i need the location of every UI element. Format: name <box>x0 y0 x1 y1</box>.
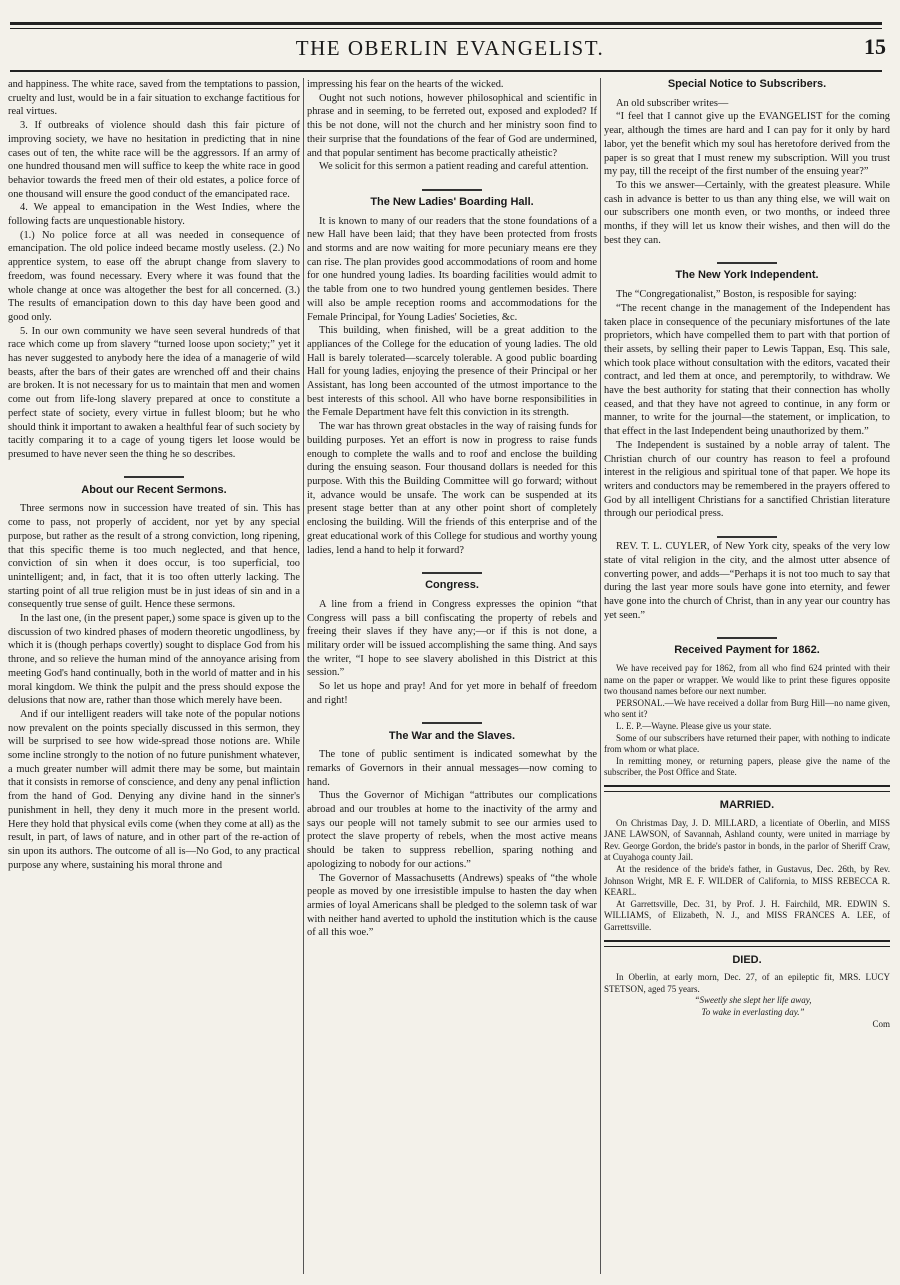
sermons-heading: About our Recent Sermons. <box>81 483 227 496</box>
column-divider <box>303 78 304 1274</box>
independent-heading: The New York Independent. <box>675 269 819 282</box>
payment-heading: Received Payment for 1862. <box>674 644 820 657</box>
paragraph: PERSONAL.—We have received a dollar from Burg Hill—no name given, who sent it? <box>604 697 890 720</box>
married-heading: MARRIED. <box>719 798 775 811</box>
paragraph: We have received pay for 1862, from all who find 624 printed with their name on the paper or wrapper. We would like to print these figures opposite two thousand names before our next number. <box>604 663 890 697</box>
paragraph: 4. We appeal to emancipation in the West Indies, where the following facts are unquestionable history. <box>8 202 300 228</box>
paragraph: In the last one, (in the present paper,) some space is given up to the discussion of two kindred phases of modern theoretic ungodliness, by which it is (though perhaps covertly) sought to displace God from his throne, and so relieve the human mind of the annoyance arising from meeting God's hand continually, both in the world of matter and in his moral kingdom. We think the pulpit and the press should expose the delusions that now are, rather than those which merely have been. <box>8 613 300 707</box>
paragraph: The Independent is sustained by a noble array of talent. The Christian church of our country has reason to feel a profound interest in the religious and spiritual tone of that paper. We hope its writers and conductors may be remembered in the prayers offered to God by all intelligent Christians for a sanctified Christian literature through our periodical press. <box>604 439 890 520</box>
top-rule <box>10 22 882 25</box>
section-ornament <box>307 183 597 189</box>
boarding-hall-heading: The New Ladies' Boarding Hall. <box>370 195 534 208</box>
died-notice <box>604 972 890 1030</box>
paragraph: Ought not such notions, however philosophical and scientific in phrase and in seeming, to be ferreted out, exposed and exploded? If this be not done, will not the church and her ministry soon find to their surprise that the foundations of the fear of God are undermined, and that popular sentiment has become practically atheistic? <box>307 92 597 159</box>
paragraph: impressing his fear on the hearts of the wicked. <box>307 79 504 90</box>
paragraph: Thus the Governor of Michigan “attributes our complications abroad and our troubles at home to the inactivity of the army and says our people will not tamely submit to see our armies used to protect the slave property of rebels, when the most active means should be taken to suppress rebellion, sparing nothing and apologizing to nobody for our actions.” <box>307 790 597 870</box>
paragraph: At the residence of the bride's father, in Gustavus, Dec. 26th, by Rev. Johnson Wright, MR E. F. WILDER of California, to MISS REBECCA R. KEARL. <box>604 864 890 898</box>
section-ornament <box>8 471 300 477</box>
married-notices <box>604 818 890 934</box>
paragraph: At Garrettsville, Dec. 31, by Prof. J. H. Fairchild, MR. EDWIN S. WILLIAMS, of Elizabeth, N. J., and MISS FRANCES A. LEE, of Garrettsville. <box>604 898 890 932</box>
paragraph: 3. If outbreaks of violence should dash this fair picture of improving society, we have no hesitation in predicting that in nine cases out of ten, the white race will be the aggressors. If an army of one hundred thousand men will suffice to keep the white race in good behavior towards the freed men of their old estates, a police force of one thousand will ensure the good conduct of the emancipated race. <box>8 120 300 200</box>
war-slaves-heading: The War and the Slaves. <box>388 729 516 742</box>
newspaper-title: THE OBERLIN EVANGELIST. <box>295 36 605 60</box>
section-ornament <box>604 530 890 536</box>
payment-notices <box>604 663 890 779</box>
paragraph: (1.) No police force at all was needed in consequence of emancipation. The old police indeed became mostly useless. (2.) No apprentice system, to ease off the abrupt change from slavery to freedom, was found necessary. Every where it was found that the whole change at once was altogether the best for all concerned. (3.) The results of emancipation down to this day have been good and good only. <box>8 229 300 323</box>
paragraph: In Oberlin, at early morn, Dec. 27, of an epileptic fit, MRS. LUCY STETSON, aged 75 years. <box>604 972 890 994</box>
paragraph: “I feel that I cannot give up the EVANGELIST for the coming year, although the times are hard and I can pay for it only by hard labor, yet the benefit which my soul has heretofore derived from the paper is so great that I must renew my subscription. Will you trust my pay, till the receipt of the first number of the ensuing year?” <box>604 111 890 178</box>
paragraph: REV. T. L. CUYLER, of New York city, speaks of the very low state of vital religion in the city, and the almost utter absence of converting power, and adds—“Perhaps it is not too much to say that during the last year more souls have gone into eternity, and fewer have gone into the church of Christ, than in any year our country has yet seen.” <box>604 541 890 621</box>
signature: Com <box>872 1018 890 1029</box>
paragraph: Three sermons now in succession have treated of sin. This has come to pass, not properly of accident, nor yet by any special purpose, but rather as the result of a strong conviction, long ripening, that this specific theme is too much neglected, and that hence, conviction of sin when it does occur, is too superficial, too unintelligent; and, in fact, that it is too often utterly lacking. The starting point of all true religion must be in just ideas of sin and in a consequently true sense of guilt. Hence these sermons. <box>8 503 300 611</box>
paragraph: An old subscriber writes— <box>616 97 729 109</box>
paragraph: and happiness. The white race, saved from the temptations to passion, cruelty and lust, would be in a fair situation to exchange factitious for real virtues. <box>8 79 300 118</box>
paragraph: This building, when finished, will be a great addition to the appliances of the College for the education of young ladies. The old Hall is barely tolerated—scarcely tolerable. A good public boarding Hall for young ladies, enjoying the presence of their Principal or her Assistant, has long been accounted of the utmost importance to the best interests of this school. All who have borne responsibilities in the Female Department have felt this conviction in its strength. <box>307 325 597 419</box>
section-rule <box>604 940 890 947</box>
paragraph: L. E. P.—Wayne. Please give us your state. <box>616 720 772 731</box>
paragraph: A line from a friend in Congress expresses the opinion “that Congress will pass a bill confiscating the property of rebels and freeing their slaves if they have any;—or if this is not done, a military order will be issued accomplishing the same thing. And says the writer, “I hope to see slavery abolished in this District at this session.” <box>307 598 597 679</box>
paragraph: And if our intelligent readers will take note of the popular notions now prevalent on the points specially discussed in this sermon, they will be surprised to see how wide-spread those notions are. While some incline strongly to the notion of no future punishment whatever, a much greater number will admit there may be some, but maintain that it consists in remorse of conscience, and deny any penal infliction from the hand of God. Denying any divine hand in the sinner's punishment in hell, they deny it much more in the present world. Here they hold that physical evils come (when they come at all) as the result, in part, of laws of nature, and in other part of the re-action of sin upon its authors. The outcome of all is—No God, to any practical purpose any where, sustaining his moral throne and <box>8 708 300 871</box>
section-ornament <box>604 631 890 637</box>
top-rule-thin <box>10 28 882 29</box>
paragraph: Some of our subscribers have returned their paper, with nothing to indicate from whom or what place. <box>604 732 890 755</box>
masthead <box>0 36 900 68</box>
section-ornament <box>604 256 890 262</box>
paragraph: 5. In our own community we have seen several hundreds of that race which come up from slavery “turned loose upon society;” yet it has never suggested to anybody here the idea of a managerie of wild beasts, after the bars of their gates are wrenched off and their chains are broken. It is not necessary for us to maintain that men and women come out from life-long slavery prepared at once to constitute a perfect state of society, every virtue in fullest bloom; but he who should think it important to awaken a healthful fear of such society by tacitly comparing it to a cage of young tigers let loose would be presumed to have never seen the thing he so describes. <box>8 325 300 460</box>
special-notice-heading: Special Notice to Subscribers. <box>667 78 827 90</box>
paragraph: “The recent change in the management of the Independent has taken place in consequence of the pecuniary misfortunes of the late proprietors, which have compelled them to part with that portion of their assets, by selling their paper to Lewis Tappan, Esq. This sale, which took place without consultation with the editors, vacated their contract, and led them at once, and peremptorily, to withdraw. We have the best authority for stating that their connection has wholly ceased, and that they have not agreed to continue, in any form or manner, to write for the journal—the statement, or implication, to that effect in the last Independent being unauthorized by them.” <box>604 302 890 438</box>
paragraph: The “Congregationalist,” Boston, is resposible for saying: <box>616 289 857 301</box>
congress-heading: Congress. <box>425 579 479 592</box>
page-number: 15 <box>864 34 886 59</box>
paragraph: It is known to many of our readers that the stone foundations of a new Hall have been laid; that they have been protected from frosts and storms and are now waiting for more pecuniary means ere they can rise. The plan provides good accommodations of room and home for one hundred young ladies. Its boarding facilities would admit to the table from one to two hundred young gentlemen besides. There will also be ample reception rooms and accommodations for the Female Principal, for Young Ladies' Societies, &c. <box>307 215 597 323</box>
paragraph: The Governor of Massachusetts (Andrews) speaks of “the whole people as moved by one irresistible impulse to hasten the day when armies of loyal Americans shall be pledged to the solemn task of war with neither hand averted to uphold the institution which is the cause of all this woe.” <box>307 872 597 939</box>
died-heading: DIED. <box>732 953 762 966</box>
paragraph: The war has thrown great obstacles in the way of raising funds for building purposes. Yet an effort is now in progress to raise funds enough to complete the walls and to roof and enclose the building during the ensuing season. Four thousand dollars is needed for this purpose. With this the Building Committee will go forward; without it, advance would be unsafe. The work can be suspended at its present stage better than at any other point short of completely enclosing the building. Will the friends of this enterprise and of the great educational work of this College for studious and worthy young ladies, lend a hand to help it forward? <box>307 421 597 556</box>
section-ornament <box>307 717 597 723</box>
paragraph: The tone of public sentiment is indicated somewhat by the remarks of Governors in their annual messages—now coming to hand. <box>307 749 597 788</box>
column-3 <box>604 78 890 1278</box>
paragraph: So let us hope and pray! And for yet more in behalf of freedom and right! <box>307 681 597 706</box>
paragraph: On Christmas Day, J. D. MILLARD, a licentiate of Oberlin, and MISS JANE LAWSON, of Savannah, Ashland county, were united in marriage by Rev. George Gordon, the bride's pastor in bonds, in the parlor of Sheriff Craw, at Cuyahoga county Jail. <box>604 817 890 863</box>
verse-line: To wake in everlasting day.” <box>701 1007 805 1018</box>
column-1 <box>8 78 300 1278</box>
masthead-rule <box>10 70 882 72</box>
verse-line: “Sweetly she slept her life away, <box>694 995 812 1006</box>
paragraph: In remitting money, or returning papers, please give the name of the subscriber, the Post Office and State. <box>604 755 890 778</box>
column-divider <box>600 78 601 1274</box>
paragraph: We solicit for this sermon a patient reading and careful attention. <box>319 161 589 173</box>
column-2 <box>307 78 597 1278</box>
section-ornament <box>307 566 597 572</box>
section-rule <box>604 785 890 792</box>
paragraph: To this we answer—Certainly, with the greatest pleasure. While cash in advance is better to us than any thing else, we will wait on our subscribers one month even, or two months, or indeed three months, if they will let us know their wishes, and then will do the best they can. <box>604 179 890 246</box>
